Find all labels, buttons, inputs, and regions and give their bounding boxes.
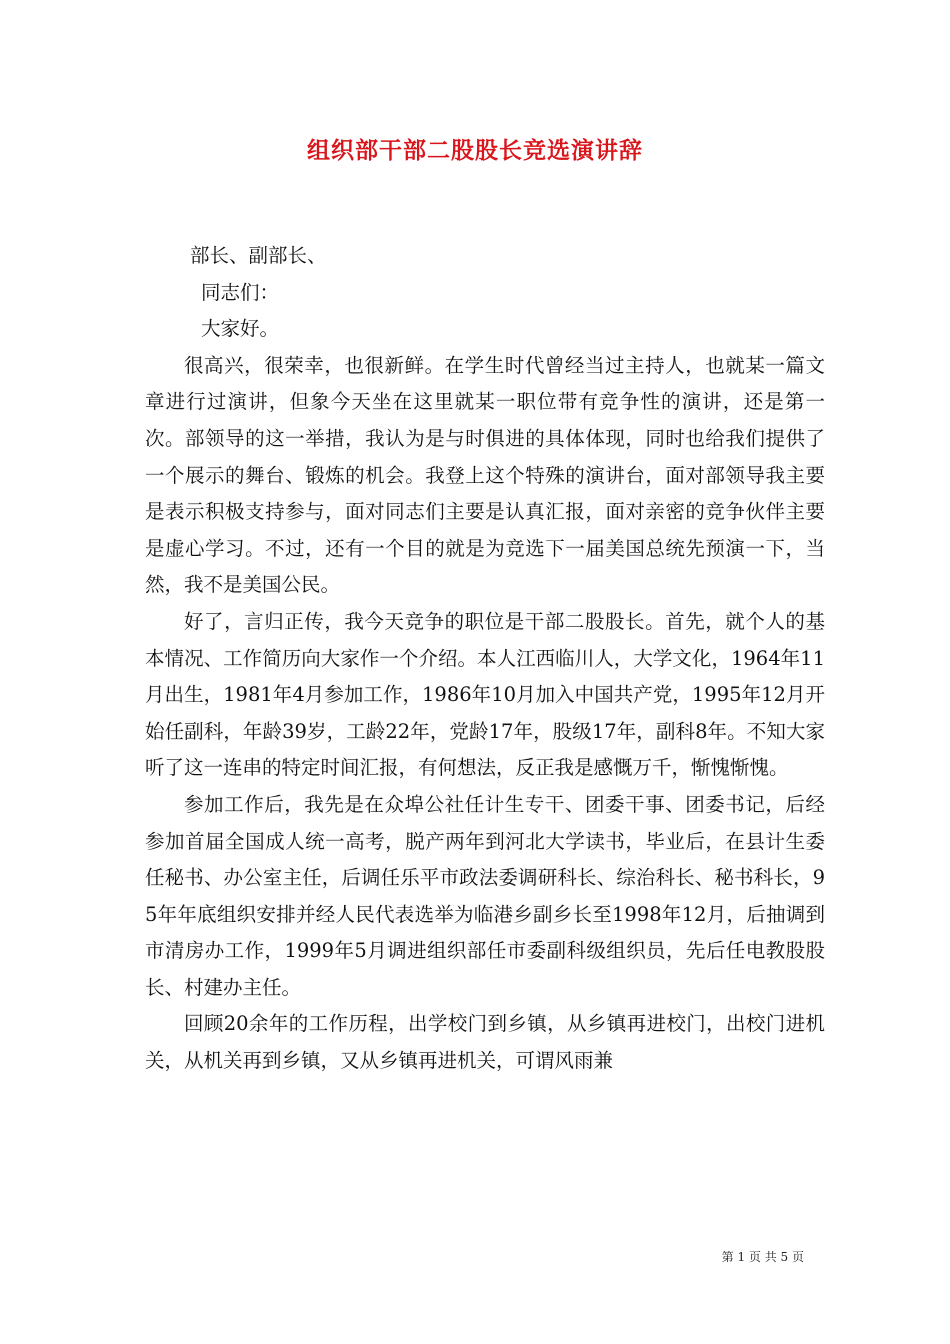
paragraph-review: 回顾20余年的工作历程，出学校门到乡镇，从乡镇再进校门，出校门进机关，从机关再到乡镇，又从乡镇再进机关，可谓风雨兼 — [145, 1012, 825, 1073]
salutation-comrades: 同志们： — [201, 280, 280, 304]
paragraph-introduction: 好了，言归正传，我今天竞争的职位是干部二股股长。首先，就个人的基本情况、工作简历向大家作一个介绍。本人江西临川人，大学文化，1964年11月出生，1981年4月参加工作，1986年10月加入中国共产党，1995年12月开始任副科，年龄39岁，工龄22年，党龄17年，股级17年，副科8年。不知大家听了这一连串的特定时间汇报，有何想法，反正我是感慨万千，惭愧惭愧。 — [145, 609, 825, 780]
paragraph-work-history: 参加工作后，我先是在众埠公社任计生专干、团委干事、团委书记，后经参加首届全国成人统一高考，脱产两年到河北大学读书，毕业后，在县计生委任秘书、办公室主任，后调任乐平市政法委调研科长、综治科长、秘书科长，95年年底组织安排并经人民代表选举为临港乡副乡长至1998年12月，后抽调到市清房办工作，1999年5月调进组织部任市委副科级组织员，先后任电教股股长、村建办主任。 — [145, 792, 825, 999]
document-body — [145, 238, 825, 1080]
salutation-greeting: 大家好。 — [201, 317, 280, 341]
paragraph-opening: 很高兴，很荣幸，也很新鲜。在学生时代曾经当过主持人，也就某一篇文章进行过演讲，但象今天坐在这里就某一职位带有竞争性的演讲，还是第一次。部领导的这一举措，我认为是与时俱进的具体体现，同时也给我们提供了一个展示的舞台、锻炼的机会。我登上这个特殊的演讲台，面对部领导我主要是表示积极支持参与，面对同志们主要是认真汇报，面对亲密的竞争伙伴主要是虚心学习。不过，还有一个目的就是为竞选下一届美国总统先预演一下，当然，我不是美国公民。 — [145, 353, 825, 597]
document-title: 组织部干部二股股长竞选演讲辞 — [307, 137, 643, 164]
page-number-footer: 第 1 页 共 5 页 — [721, 1250, 804, 1264]
salutation-leaders: 部长、副部长、 — [190, 244, 327, 267]
